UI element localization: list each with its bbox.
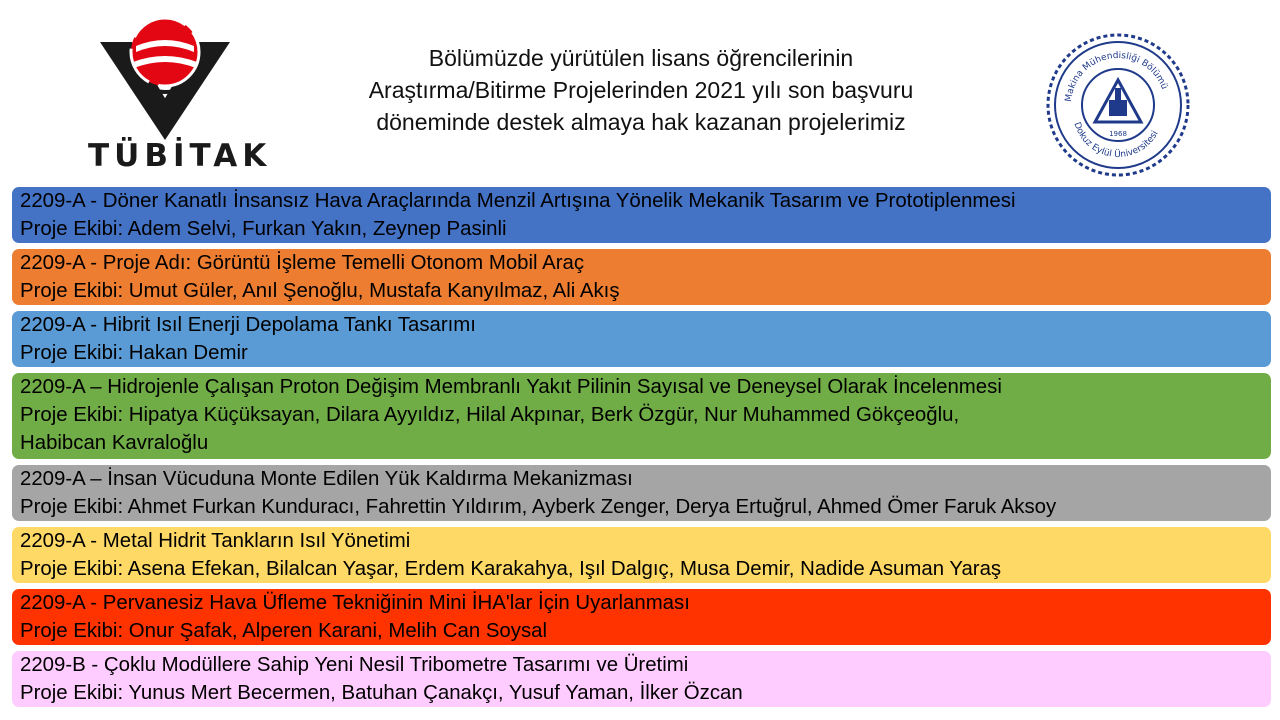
project-item: [12, 589, 1271, 645]
project-title: 2209-A - Döner Kanatlı İnsansız Hava Araçlarında Menzil Artışına Yönelik Mekanik Tasarım ve Prototiplenmesi: [20, 190, 1016, 212]
project-team: Proje Ekibi: Adem Selvi, Furkan Yakın, Zeynep Pasinli: [20, 218, 507, 240]
svg-text:Makina Mühendisliği Bölümü: Makina Mühendisliği Bölümü: [1064, 50, 1170, 103]
title-line: döneminde destek almaya hak kazanan projelerimiz: [376, 109, 906, 135]
tubitak-wordmark: TÜBİTAK: [88, 138, 272, 174]
project-team: Proje Ekibi: Onur Şafak, Alperen Karani, Melih Can Soysal: [20, 620, 548, 642]
project-item: [12, 527, 1271, 583]
project-title: 2209-A - Metal Hidrit Tankların Isıl Yönetimi: [20, 530, 411, 552]
page-title: [300, 42, 982, 138]
project-list: [12, 187, 1271, 707]
project-team: Proje Ekibi: Asena Efekan, Bilalcan Yaşar, Erdem Karakahya, Işıl Dalgıç, Musa Demir, Nadide Asuman Yaraş: [20, 558, 1002, 580]
project-title: 2209-A - Pervanesiz Hava Üfleme Tekniğinin Mini İHA'lar İçin Uyarlanması: [20, 592, 690, 614]
project-item: [12, 465, 1271, 521]
project-title: 2209-A – Hidrojenle Çalışan Proton Değişim Membranlı Yakıt Pilinin Sayısal ve Deneysel Olarak İncelenmesi: [20, 376, 1002, 398]
svg-text:1968: 1968: [1109, 130, 1127, 138]
project-title: 2209-A – İnsan Vücuduna Monte Edilen Yük Kaldırma Mekanizması: [20, 468, 633, 490]
project-team-continued: Habibcan Kavraloğlu: [20, 432, 209, 454]
project-team: Proje Ekibi: Umut Güler, Anıl Şenoğlu, Mustafa Kanyılmaz, Ali Akış: [20, 280, 620, 302]
project-team: Proje Ekibi: Hakan Demir: [20, 342, 248, 364]
project-item: [12, 373, 1271, 459]
project-team: Proje Ekibi: Ahmet Furkan Kunduracı, Fahrettin Yıldırım, Ayberk Zenger, Derya Ertuğrul, Ahmed Ömer Faruk Aksoy: [20, 496, 1057, 518]
project-item: [12, 651, 1271, 707]
svg-text:Dokuz Eylül Üniversitesi: Dokuz Eylül Üniversitesi: [1071, 120, 1161, 161]
project-title: 2209-A - Hibrit Isıl Enerji Depolama Tankı Tasarımı: [20, 314, 476, 336]
project-team: Proje Ekibi: Yunus Mert Becermen, Batuhan Çanakçı, Yusuf Yaman, İlker Özcan: [20, 682, 743, 704]
project-item: [12, 187, 1271, 243]
project-item: [12, 311, 1271, 367]
deu-mechanical-logo: [1043, 30, 1193, 180]
seal-icon: [1043, 30, 1193, 180]
project-title: 2209-B - Çoklu Modüllere Sahip Yeni Nesil Tribometre Tasarımı ve Üretimi: [20, 654, 689, 676]
project-item: [12, 249, 1271, 305]
title-line: Bölümüzde yürütülen lisans öğrencilerinin: [428, 45, 854, 71]
tubitak-logo: [88, 12, 272, 180]
project-team: Proje Ekibi: Hipatya Küçüksayan, Dilara Ayyıldız, Hilal Akpınar, Berk Özgür, Nur Muhammed Gökçeoğlu,: [20, 404, 960, 426]
title-line: Araştırma/Bitirme Projelerinden 2021 yılı son başvuru: [368, 77, 914, 103]
project-title: 2209-A - Proje Adı: Görüntü İşleme Temelli Otonom Mobil Araç: [20, 252, 585, 274]
tubitak-emblem-icon: [88, 12, 243, 142]
